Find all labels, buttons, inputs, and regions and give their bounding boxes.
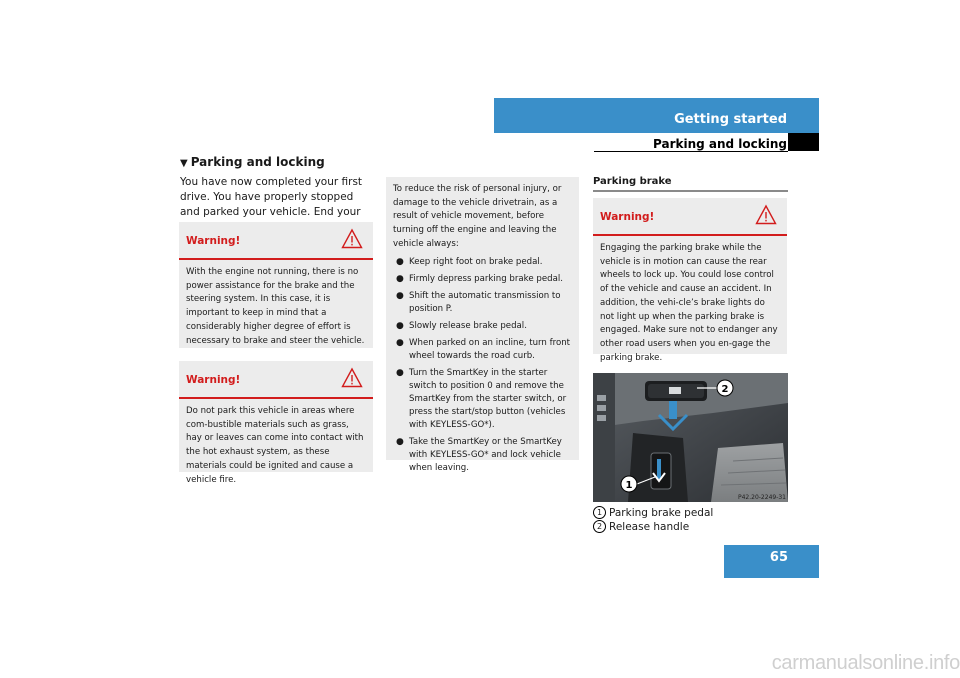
list-item: ● Slowly release brake pedal. — [396, 320, 527, 331]
bullet-icon: ● — [396, 256, 404, 267]
parking-brake-rule — [593, 190, 788, 192]
photo-code: P42.20-2249-31 — [737, 494, 786, 501]
warning-text: Engaging the parking brake while the vehicle is in motion can cause the rear wheels to lock up. You could lose control of the vehicle and cause an accident. In addition, the vehi-cle’s brake lights do not light up when the parking brake is engaged. Make sure not to endanger any other road users when you en-gage the parking brake. — [600, 243, 778, 363]
bullet-icon: ● — [396, 273, 404, 284]
warning-box-brake-assist — [179, 222, 373, 348]
legend-label: Parking brake pedal — [609, 507, 714, 519]
section-subtitle: Parking and locking — [653, 137, 787, 151]
bullet-icon: ● — [396, 367, 404, 378]
list-item: ● Turn the SmartKey in the starter switch to position 0 and remove the SmartKey from the starter switch, or press the start/stop button (vehicles with KEYLESS-GO*). — [396, 367, 567, 430]
section-heading-text: Parking and locking — [190, 155, 325, 169]
list-item: ● When parked on an incline, turn front wheel towards the road curb. — [396, 337, 571, 361]
chapter-title: Getting started — [674, 112, 787, 127]
warning-text: Do not park this vehicle in areas where com-bustible materials such as grass, hay or leaves can come into contact with the hot exhaust system, as these materials could be ignited and cause a vehicle fire. — [186, 406, 364, 485]
list-item: ● Firmly depress parking brake pedal. — [396, 273, 563, 284]
list-item: ● Keep right foot on brake pedal. — [396, 256, 543, 267]
legend-label: Release handle — [609, 521, 690, 533]
parking-brake-photo-drawing — [593, 373, 788, 502]
list-item: ● Shift the automatic transmission to position P. — [396, 290, 561, 314]
warning-header — [179, 222, 373, 260]
list-item: ● Take the SmartKey or the SmartKey with KEYLESS-GO* and lock vehicle when leaving. — [396, 436, 562, 473]
warning-triangle-icon — [341, 367, 363, 389]
watermark: carmanualsonline.info — [771, 652, 960, 674]
legend-number: 1 — [593, 506, 606, 519]
bullet-icon: ● — [396, 320, 404, 331]
callout-2: 2 — [721, 384, 729, 395]
parking-brake-heading: Parking brake — [593, 176, 672, 187]
warning-text: With the engine not running, there is no power assistance for the brake and the steering system. In this case, it is important to keep in mind that a considerably higher degree of effort is necessary to brake and steer the vehicle. — [186, 267, 365, 346]
header-black-tab — [788, 133, 819, 151]
header-rule — [594, 151, 788, 152]
bullet-icon: ● — [396, 337, 404, 348]
callout-1: 1 — [625, 480, 633, 491]
bullet-icon: ● — [396, 290, 404, 301]
warning-box-fire — [179, 361, 373, 485]
warning-label: Warning! — [186, 374, 241, 386]
warning-label: Warning! — [186, 235, 241, 247]
page-number: 65 — [769, 550, 788, 565]
legend-number: 2 — [593, 520, 606, 533]
warning-triangle-icon — [341, 228, 363, 250]
procedure-box — [386, 177, 579, 473]
triangle-down-icon: ▼ — [180, 158, 188, 169]
legend-item — [593, 520, 787, 534]
bullet-icon: ● — [396, 436, 404, 447]
warning-header — [179, 361, 373, 399]
warning-label: Warning! — [600, 211, 655, 223]
procedure-list — [386, 256, 579, 475]
legend-item — [593, 506, 787, 520]
warning-header — [593, 198, 787, 236]
warning-box-parking-brake — [593, 198, 787, 363]
photo-legend — [593, 506, 787, 534]
warning-triangle-icon — [755, 204, 777, 226]
parking-brake-photo — [593, 373, 788, 502]
intro-paragraph: You have now completed your first drive. You have properly stopped and parked your vehicle. End your — [180, 176, 363, 218]
procedure-intro: To reduce the risk of personal injury, or damage to the vehicle drivetrain, as a result of vehicle movement, before turning off the engine and leaving the vehicle always: — [393, 184, 562, 249]
section-heading — [180, 155, 380, 169]
